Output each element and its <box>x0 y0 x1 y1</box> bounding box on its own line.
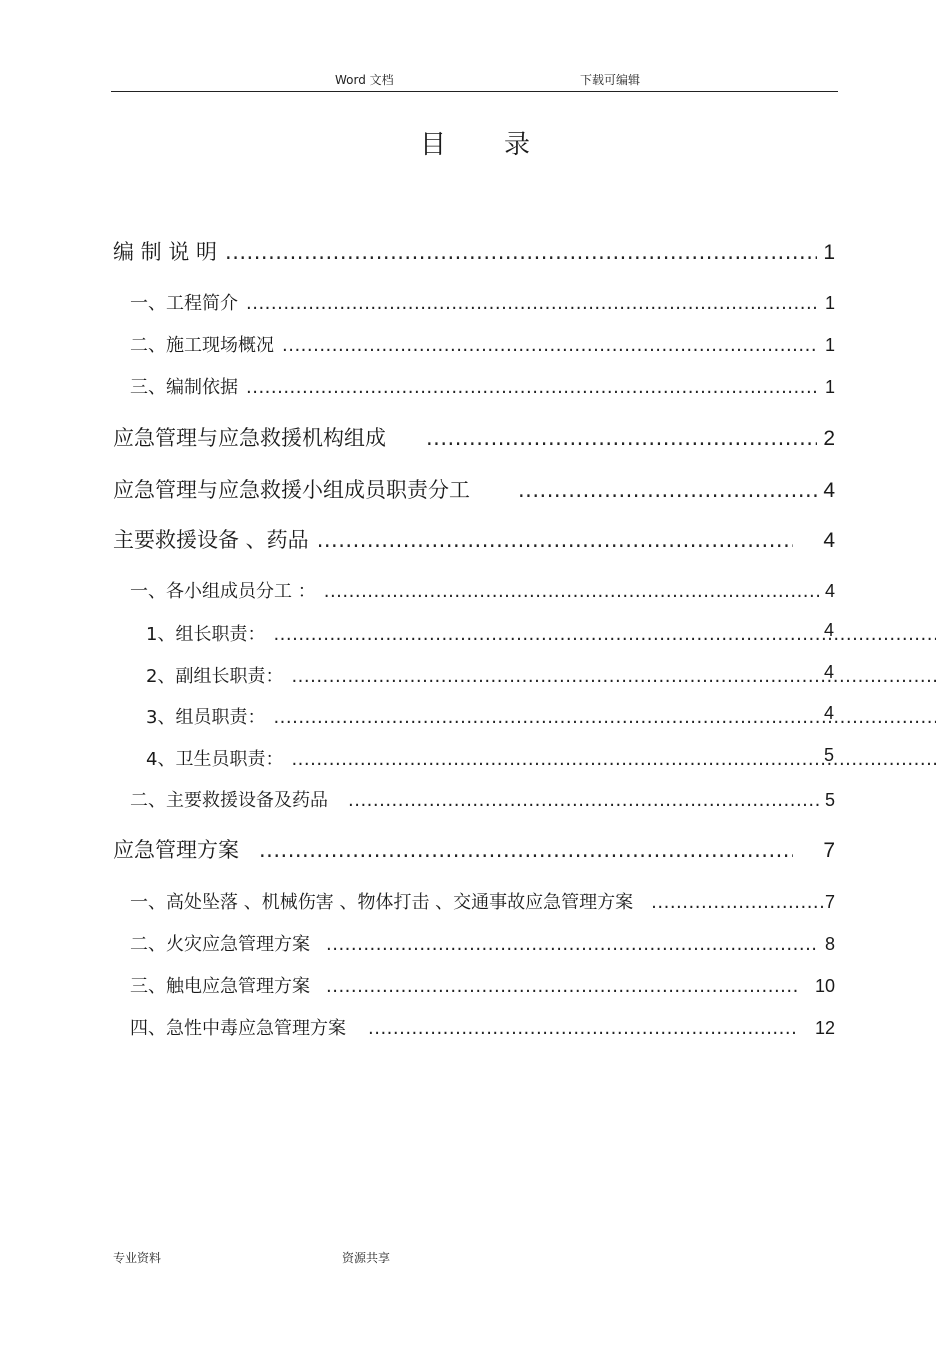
toc-leader-dots <box>282 335 819 356</box>
toc-entry-label: 编 制 说 明 <box>113 240 218 264</box>
toc-entry-label: 应急管理与应急救援小组成员职责分工 <box>113 478 470 502</box>
toc-leader-dots <box>651 892 823 913</box>
toc-entry[interactable] <box>130 577 835 603</box>
toc-entry-label: 应急管理与应急救援机构组成 <box>113 426 386 450</box>
toc-entry-label: 三、编制依据 <box>130 377 238 398</box>
toc-leader-dots <box>246 377 819 398</box>
toc-entry[interactable] <box>130 786 835 812</box>
toc-entry-page: 1 <box>824 335 835 355</box>
toc-entry-page: 5 <box>824 790 835 810</box>
toc-entry-label: 2、副组长职责： <box>146 666 284 687</box>
toc-entry-page: 2 <box>823 427 835 450</box>
toc-leader-dots <box>348 790 819 811</box>
toc-entry-page: 5 <box>824 745 835 765</box>
toc-entry[interactable] <box>130 1014 835 1040</box>
toc-leader-dots <box>518 478 817 502</box>
toc-entry[interactable] <box>146 662 936 688</box>
toc-entry-label: 二、主要救援设备及药品 <box>130 790 328 811</box>
toc-entry-label: 一、高处坠落 、机械伤害 、物体打击 、交通事故应急管理方案 <box>130 892 634 913</box>
toc-entry[interactable] <box>113 236 835 266</box>
toc-entry[interactable] <box>130 972 835 998</box>
page-footer-left: 专业资料 <box>113 1251 162 1265</box>
toc-entry[interactable] <box>113 524 835 554</box>
toc-entry[interactable] <box>130 888 835 914</box>
toc-entry-label: 三、触电应急管理方案 <box>130 976 310 997</box>
toc-entry-label: 应急管理方案 <box>113 838 239 862</box>
toc-title: 目录 <box>419 130 588 160</box>
toc-leader-dots <box>291 749 936 770</box>
toc-leader-dots <box>273 624 936 645</box>
toc-entry[interactable] <box>130 930 835 956</box>
toc-entry-label: 4、卫生员职责： <box>146 749 284 770</box>
toc-entry-label: 一、各小组成员分工 ： <box>130 581 316 602</box>
toc-entry[interactable] <box>113 474 835 504</box>
toc-leader-dots <box>291 666 936 687</box>
toc-entry-page: 10 <box>814 976 835 996</box>
page-header-right: 下载可编辑 <box>580 73 641 87</box>
toc-leader-dots <box>324 581 819 602</box>
toc-entry[interactable] <box>130 331 835 357</box>
toc-entry-page: 1 <box>824 377 835 397</box>
toc-entry[interactable] <box>130 373 835 399</box>
toc-leader-dots <box>317 528 794 552</box>
toc-entry-page: 7 <box>823 839 835 862</box>
toc-entry-page: 7 <box>824 892 835 912</box>
toc-leader-dots <box>246 293 819 314</box>
toc-entry[interactable] <box>146 703 936 729</box>
toc-entry-page: 4 <box>823 479 835 502</box>
toc-leader-dots <box>426 426 817 450</box>
toc-entry[interactable] <box>146 620 936 646</box>
toc-leader-dots <box>259 838 793 862</box>
toc-entry-page: 1 <box>824 293 835 313</box>
toc-entry[interactable] <box>130 289 835 315</box>
toc-entry-page: 4 <box>824 703 835 723</box>
toc-entry-page: 8 <box>824 934 835 954</box>
toc-entry-page: 12 <box>814 1018 835 1038</box>
toc-entry-label: 一、工程简介 <box>130 293 238 314</box>
toc-leader-dots <box>326 976 799 997</box>
toc-entry-label: 二、施工现场概况 <box>130 335 274 356</box>
toc-entry-page: 4 <box>824 662 835 682</box>
toc-entry-label: 四、急性中毒应急管理方案 <box>130 1018 346 1039</box>
toc-entry-label: 3、组员职责： <box>146 707 266 728</box>
toc-entry-label: 二、火灾应急管理方案 <box>130 934 310 955</box>
toc-entry[interactable] <box>113 422 835 452</box>
toc-entry-page: 4 <box>824 620 835 640</box>
page-header-left: Word 文档 <box>335 73 394 87</box>
toc-entry-page: 4 <box>824 581 835 601</box>
header-rule <box>111 91 838 92</box>
toc-entry-label: 1、组长职责： <box>146 624 266 645</box>
toc-entry[interactable] <box>113 834 835 864</box>
toc-leader-dots <box>225 240 817 264</box>
page-footer-right: 资源共享 <box>342 1251 391 1265</box>
toc-leader-dots <box>273 707 936 728</box>
toc-entry[interactable] <box>146 745 936 771</box>
toc-leader-dots <box>326 934 819 955</box>
toc-leader-dots <box>368 1018 799 1039</box>
toc-entry-page: 4 <box>823 529 835 552</box>
toc-entry-label: 主要救援设备 、药品 <box>113 528 309 552</box>
toc-entry-page: 1 <box>823 241 835 264</box>
